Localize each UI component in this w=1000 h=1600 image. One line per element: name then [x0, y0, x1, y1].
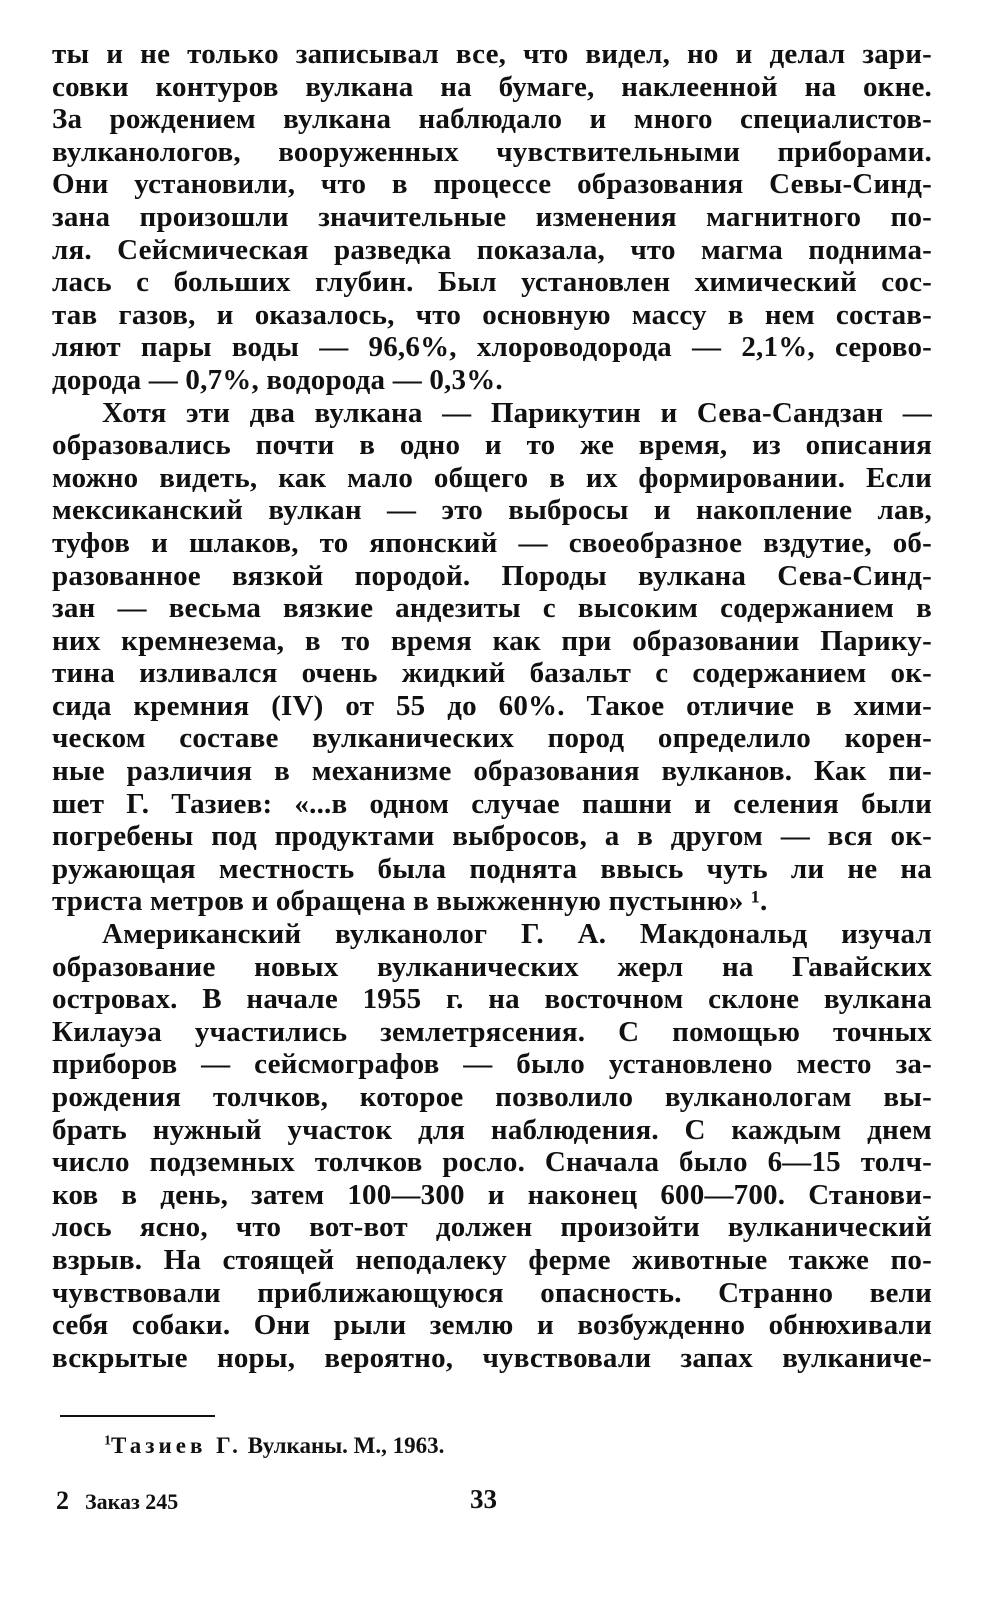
printing-signature — [56, 1486, 178, 1516]
text-line: взрыв. На стоящей неподалеку ферме животные также по- — [52, 1243, 932, 1276]
text-line: них кремнезема, в то время как при образовании Парику- — [52, 624, 932, 657]
text-line: брать нужный участок для наблюдения. С каждым днем — [52, 1113, 932, 1146]
text-line: лось ясно, что вот-вот должен произойти вулканический — [52, 1211, 932, 1244]
text-line: вулканологов, вооруженных чувствительными приборами. — [52, 135, 932, 168]
page-body — [52, 38, 932, 1374]
text-line: число подземных толчков росло. Сначала было 6—15 толч- — [52, 1146, 932, 1179]
text-line: приборов — сейсмографов — было установлено место за- — [52, 1048, 932, 1081]
page-number: 33 — [470, 1484, 497, 1514]
text-line: ля. Сейсмическая разведка показала, что магма поднима- — [52, 233, 932, 266]
text-line: ляют пары воды — 96,6%, хлороводорода — 2,1%, серово- — [52, 331, 932, 364]
text-line: сида кремния (IV) от 55 до 60%. Такое отличие в хими- — [52, 689, 932, 722]
text-line: рождения толчков, которое позволило вулканологам вы- — [52, 1081, 932, 1113]
text-line: себя собаки. Они рыли землю и возбужденно обнюхивали — [52, 1309, 932, 1342]
text-line: ческом составе вулканических пород определило корен- — [52, 722, 932, 755]
text-line: образование новых вулканических жерл на Гавайских — [52, 950, 932, 983]
text-line: островах. В начале 1955 г. на восточном склоне вулкана — [52, 983, 932, 1016]
text-line: ружающая местность была поднята ввысь чуть ли не на — [52, 852, 932, 885]
text-line: тина изливался очень жидкий базальт с содержанием ок- — [52, 657, 932, 690]
text-line: вскрытые норы, вероятно, чувствовали запах вулканиче- — [52, 1341, 932, 1374]
sheet-number: 2 — [56, 1486, 69, 1515]
footnote-author: Тазиев Г. — [111, 1433, 242, 1458]
text-line: Они установили, что в процессе образования Севы-Синд- — [52, 168, 932, 201]
text-line: Хотя эти два вулкана — Парикутин и Сева-Сандзан — — [102, 396, 932, 429]
order-label: Заказ 245 — [85, 1489, 179, 1514]
text-line: тав газов, и оказалось, что основную массу в нем состав- — [52, 298, 932, 331]
footnote-marker: 1 — [104, 1433, 111, 1449]
text-line: можно видеть, как мало общего в их формировании. Если — [52, 461, 932, 494]
text-line: лась с больших глубин. Был установлен химический сос- — [52, 266, 932, 299]
text-line: шет Г. Тазиев: «...в одном случае пашни и селения были — [52, 787, 932, 820]
text-line: Килауэа участились землетрясения. С помощью точных — [52, 1015, 932, 1048]
text-line: ков в день, затем 100—300 и наконец 600—700. Станови- — [52, 1178, 932, 1211]
text-line: ты и не только записывал все, что видел, но и делал зари- — [52, 38, 932, 70]
text-line: совки контуров вулкана на бумаге, наклеенной на окне. — [52, 70, 932, 103]
footnote — [104, 1433, 444, 1459]
footnote-divider — [60, 1415, 215, 1417]
text-line: чувствовали приближающуюся опасность. Странно вели — [52, 1276, 932, 1309]
text-line: зан — весьма вязкие андезиты с высоким содержанием в — [52, 592, 932, 625]
text-line: ные различия в механизме образования вулканов. Как пи- — [52, 755, 932, 788]
text-line: зана произошли значительные изменения магнитного по- — [52, 200, 932, 233]
text-line: триста метров и обращена в выжженную пустыню» ¹. — [52, 885, 768, 918]
text-line: За рождением вулкана наблюдало и много специалистов- — [52, 103, 932, 136]
text-line: туфов и шлаков, то японский — своеобразное вздутие, об- — [52, 526, 932, 559]
text-line: разованное вязкой породой. Породы вулкана Сева-Синд- — [52, 559, 932, 592]
text-line: погребены под продуктами выбросов, а в другом — вся ок- — [52, 820, 932, 853]
text-line: образовались почти в одно и то же время, из описания — [52, 429, 932, 462]
footnote-reference: Вулканы. М., 1963. — [241, 1433, 445, 1458]
text-line: дорода — 0,7%, водорода — 0,3%. — [52, 363, 503, 396]
text-line: мексиканский вулкан — это выбросы и накопление лав, — [52, 494, 932, 527]
text-line: Американский вулканолог Г. А. Макдональд изучал — [102, 918, 932, 951]
